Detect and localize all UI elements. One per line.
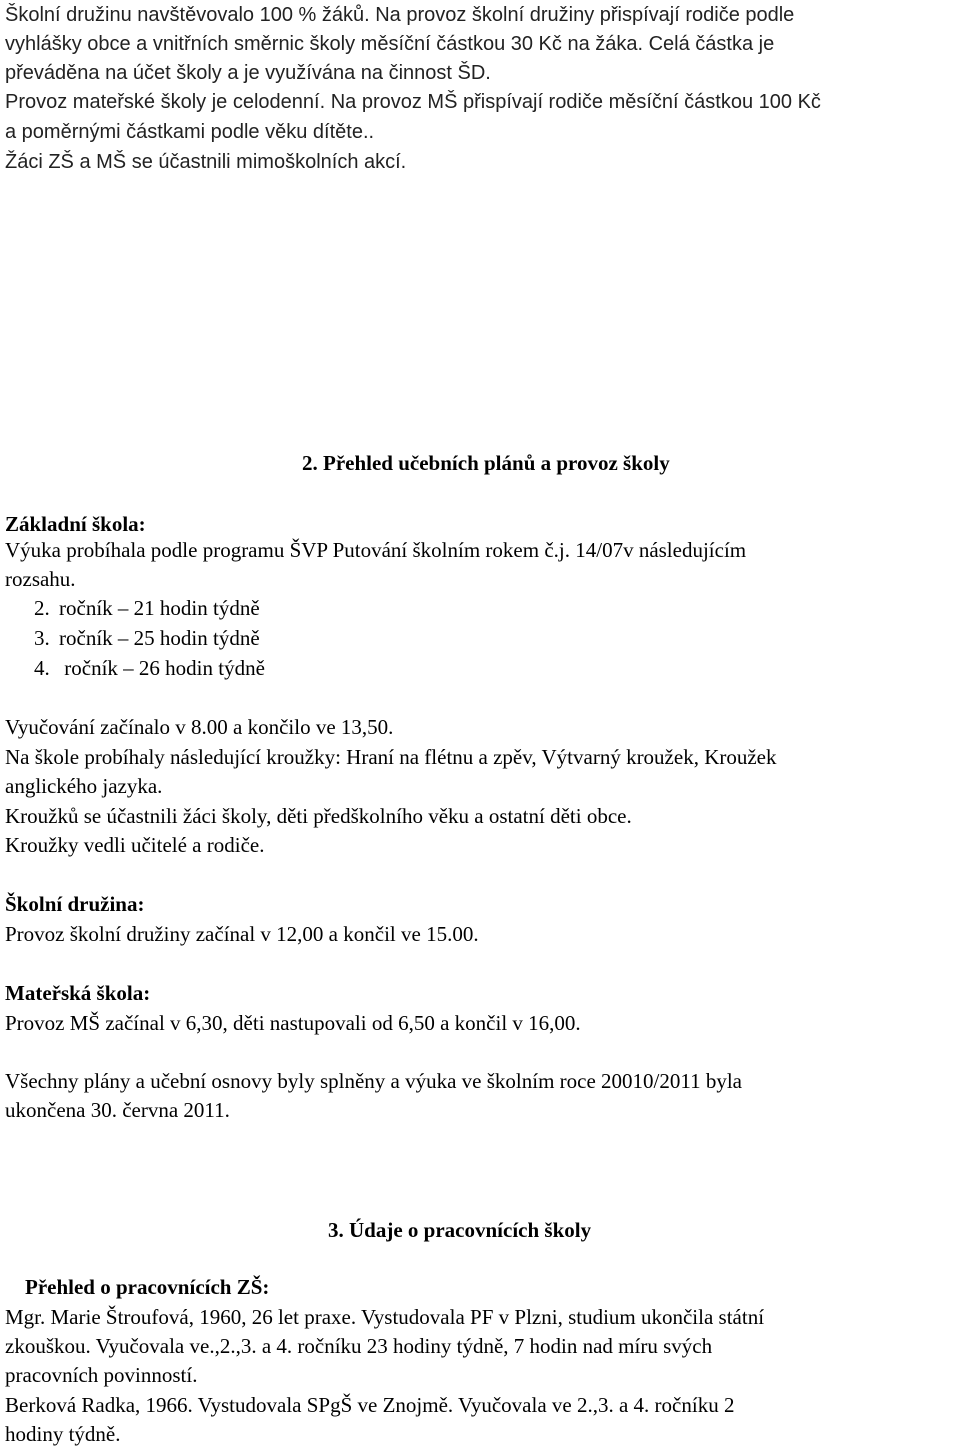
grade-number: 3. [34,626,50,650]
ms-label: Mateřská škola: [5,981,151,1005]
grade-text: ročník – 26 hodin týdně [59,656,265,680]
intro-line: Školní družinu navštěvovalo 100 % žáků. Na provoz školní družiny přispívají rodiče podle [5,4,795,26]
sd-label: Školní družina: [5,892,145,916]
schedule-line: Vyučování začínalo v 8.00 a končilo ve 13,50. [5,715,394,739]
grade-text: ročník – 21 hodin týdně [59,596,260,620]
closing-line: ukončena 30. června 2011. [5,1098,230,1122]
grade-item [34,596,260,620]
staff-line: Mgr. Marie Štroufová, 1960, 26 let praxe. Vystudovala PF v Plzni, studium ukončila státní [5,1305,765,1329]
schedule-line: Na škole probíhaly následující kroužky: Hraní na flétnu a zpěv, Výtvarný kroužek, Kroužek [5,745,777,769]
staff-line: pracovních povinností. [5,1363,198,1387]
grade-item [34,626,260,650]
intro-line: vyhlášky obce a vnitřních směrnic školy měsíční částkou 30 Kč na žáka. Celá částka je [5,33,775,55]
schedule-line: Kroužků se účastnili žáci školy, děti předškolního věku a ostatní děti obce. [5,804,632,828]
grade-item [34,656,265,680]
intro-line: převáděna na účet školy a je využívána na činnost ŠD. [5,62,491,84]
schedule-line: anglického jazyka. [5,774,163,798]
sd-text: Provoz školní družiny začínal v 12,00 a končil ve 15.00. [5,922,479,946]
closing-line: Všechny plány a učební osnovy byly splněny a výuka ve školním roce 20010/2011 byla [5,1069,742,1093]
grade-number: 2. [34,596,50,620]
staff-label: Přehled o pracovnících ZŠ: [25,1275,270,1299]
grade-number: 4. [34,656,50,680]
intro-line: a poměrnými částkami podle věku dítěte.. [5,121,375,143]
intro-line: Žáci ZŠ a MŠ se účastnili mimoškolních akcí. [5,151,407,173]
zs-label: Základní škola: [5,512,146,536]
intro-line: Provoz mateřské školy je celodenní. Na provoz MŠ přispívají rodiče měsíční částkou 100 Kč [5,91,821,113]
section-2-heading: 2. Přehled učebních plánů a provoz školy [302,451,670,475]
grade-text: ročník – 25 hodin týdně [59,626,260,650]
program-line: Výuka probíhala podle programu ŠVP Putování školním rokem č.j. 14/07v následujícím [5,538,747,562]
staff-line: Berková Radka, 1966. Vystudovala SPgŠ ve Znojmě. Vyučovala ve 2.,3. a 4. ročníku 2 [5,1393,735,1417]
section-3-heading: 3. Údaje o pracovnících školy [328,1218,592,1242]
ms-text: Provoz MŠ začínal v 6,30, děti nastupovali od 6,50 a končil v 16,00. [5,1011,581,1035]
program-line: rozsahu. [5,567,76,591]
staff-line: hodiny týdně. [5,1422,121,1446]
staff-line: zkouškou. Vyučovala ve.,2.,3. a 4. ročníku 23 hodiny týdně, 7 hodin nad míru svých [5,1334,713,1358]
schedule-line: Kroužky vedli učitelé a rodiče. [5,833,265,857]
